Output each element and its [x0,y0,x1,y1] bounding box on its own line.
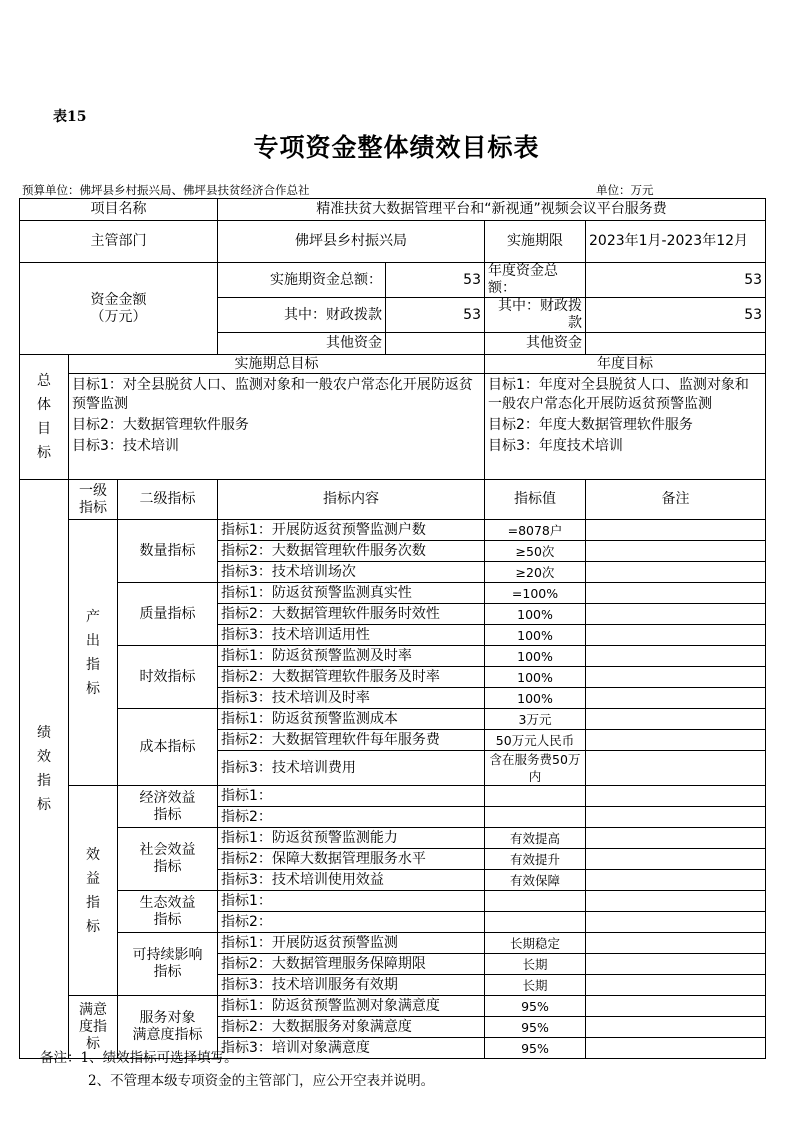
indicator-remark [586,996,766,1017]
annual-fiscal-value: 53 [586,298,766,333]
dept-label: 主管部门 [20,221,218,263]
level1-header-line: 指标 [79,499,107,516]
indicator-value: 95% [485,1017,586,1038]
goals-char: 总 [37,373,51,389]
indicator-content: 指标2： [218,807,485,828]
indicator-value: 长期稳定 [485,933,586,954]
group-line: 社会效益 [139,842,196,858]
table-row [20,996,766,1017]
indicator-content: 指标3：培训对象满意度 [218,1038,485,1059]
group-line: 可持续影响 [132,947,203,963]
funds-label-unit: （万元） [90,308,147,325]
annual-goals [485,374,766,480]
level2-header: 二级指标 [118,480,218,520]
indicator-remark [586,604,766,625]
indicator-value: =100% [485,583,586,604]
indicator-remark [586,849,766,870]
period-goal-1: 目标1：对全县脱贫人口、监测对象和一般农户常态化开展防返贫预警监测 [72,377,473,412]
indicator-remark [586,933,766,954]
indicator-content: 指标2：大数据管理软件服务及时率 [218,667,485,688]
indicator-value: 长期 [485,975,586,996]
indicator-value: 50万元人民币 [485,730,586,751]
indicator-remark [586,807,766,828]
annual-goal-3: 目标3：年度技术培训 [488,438,623,454]
group-line: 指标 [153,859,182,875]
output-char: 指 [86,656,100,673]
economic-indicator-label [118,786,218,828]
benefit-char: 标 [86,918,100,935]
goals-body-row [20,374,766,480]
table-row [20,891,766,912]
indicator-remark [586,541,766,562]
indicator-remark [586,625,766,646]
table-row [20,646,766,667]
indicator-remark [586,583,766,604]
dept-row [20,221,766,263]
content-header: 指标内容 [218,480,485,520]
indicator-remark [586,870,766,891]
perf-char: 指 [37,773,51,789]
table-row [20,828,766,849]
social-indicator-label [118,828,218,891]
output-char: 标 [86,680,100,697]
group-line: 满意度指标 [132,1027,203,1043]
cost-indicator-label: 成本指标 [118,709,218,786]
table-row [20,520,766,541]
satisfaction-line: 度指 [79,1018,107,1035]
quantity-indicator-label: 数量指标 [118,520,218,583]
annual-other-label: 其他资金 [485,333,586,355]
indicator-remark [586,1017,766,1038]
indicator-remark [586,730,766,751]
indicator-value [485,912,586,933]
indicator-value: ≥50次 [485,541,586,562]
indicator-content: 指标3：技术培训场次 [218,562,485,583]
annual-goal-2: 目标2：年度大数据管理软件服务 [488,417,693,433]
indicator-content: 指标1： [218,786,485,807]
dept-value: 佛坪县乡村振兴局 [218,221,485,263]
indicator-remark [586,828,766,849]
indicator-content: 指标2：大数据服务对象满意度 [218,1017,485,1038]
indicator-content: 指标1：开展防返贫预警监测户数 [218,520,485,541]
level1-header [69,480,118,520]
indicator-value: 100% [485,625,586,646]
annual-goals-head: 年度目标 [485,355,766,374]
table-row [20,933,766,954]
perf-char: 标 [37,797,51,813]
benefit-char: 指 [86,894,100,911]
annual-total-label: 年度资金总额： [485,263,586,298]
project-value: 精准扶贫大数据管理平台和“新视通”视频会议平台服务费 [218,199,766,221]
indicator-content: 指标1：防返贫预警监测及时率 [218,646,485,667]
table-row [20,709,766,730]
indicator-content: 指标3：技术培训及时率 [218,688,485,709]
period-goals [69,374,485,480]
indicator-remark [586,751,766,786]
indicator-remark [586,520,766,541]
output-char: 出 [86,632,100,649]
annual-fiscal-label: 其中：财政拨款 [485,298,586,333]
indicator-content: 指标3：技术培训费用 [218,751,485,786]
period-goal-2: 目标2：大数据管理软件服务 [72,417,249,433]
indicator-value: 3万元 [485,709,586,730]
indicator-value: 100% [485,667,586,688]
indicator-value: 有效提高 [485,828,586,849]
funds-label-line: 资金金额 [90,291,147,308]
indicator-remark [586,975,766,996]
indicator-value: 含在服务费50万内 [485,751,586,786]
group-line: 服务对象 [139,1010,196,1026]
indicator-value: 100% [485,688,586,709]
goals-char: 目 [37,421,51,437]
project-row [20,199,766,221]
indicator-content: 指标1：防返贫预警监测能力 [218,828,485,849]
indicator-value: =8078户 [485,520,586,541]
group-line: 指标 [153,806,182,823]
table-number: 表15 [53,109,87,125]
indicator-value [485,807,586,828]
period-goal-3: 目标3：技术培训 [72,438,179,454]
perf-indicators-label [20,480,69,1059]
indicator-remark [586,646,766,667]
group-line: 生态效益 [139,894,196,911]
project-label: 项目名称 [20,199,218,221]
performance-target-table [19,198,766,1059]
value-header: 指标值 [485,480,586,520]
indicator-content: 指标2：保障大数据管理服务水平 [218,849,485,870]
indicator-remark [586,1038,766,1059]
indicator-value: 100% [485,604,586,625]
benefit-char: 益 [86,870,100,887]
indicator-value [485,786,586,807]
output-char: 产 [86,608,100,625]
indicator-value: 长期 [485,954,586,975]
quality-indicator-label: 质量指标 [118,583,218,646]
indicator-value [485,891,586,912]
indicator-remark [586,667,766,688]
indicator-remark [586,891,766,912]
group-line: 指标 [153,911,182,928]
indicator-content: 指标1：防返贫预警监测成本 [218,709,485,730]
timeliness-indicator-label: 时效指标 [118,646,218,709]
perf-char: 绩 [37,725,51,741]
perf-head-row [20,480,766,520]
footnote-2: 2、不管理本级专项资金的主管部门，应公开空表并说明。 [88,1073,435,1089]
total-value: 53 [386,263,485,298]
funds-label [20,263,218,355]
other-label: 其他资金 [218,333,386,355]
overall-goals-label [20,355,69,480]
indicator-value: 95% [485,996,586,1017]
table-row [20,786,766,807]
table-row [20,583,766,604]
group-line: 经济效益 [139,789,196,806]
benefit-indicators-label [69,786,118,996]
indicator-remark [586,688,766,709]
output-indicators-label [69,520,118,786]
indicator-remark [586,562,766,583]
goals-char: 体 [37,397,51,413]
money-unit-label: 单位：万元 [596,183,654,197]
annual-goal-1: 目标1：年度对全县脱贫人口、监测对象和一般农户常态化开展防返贫预警监测 [488,377,749,412]
indicator-content: 指标2：大数据管理服务保障期限 [218,954,485,975]
sustain-indicator-label [118,933,218,996]
ecological-indicator-label [118,891,218,933]
fiscal-label: 其中：财政拨款 [218,298,386,333]
indicator-content: 指标1：开展防返贫预警监测 [218,933,485,954]
indicator-content: 指标1：防返贫预警监测对象满意度 [218,996,485,1017]
indicator-content: 指标1： [218,891,485,912]
indicator-content: 指标3：技术培训服务有效期 [218,975,485,996]
indicator-value: ≥20次 [485,562,586,583]
level1-header-line: 一级 [79,482,107,499]
satisfaction-line: 满意 [79,1001,107,1018]
indicator-content: 指标1：防返贫预警监测真实性 [218,583,485,604]
indicator-value: 100% [485,646,586,667]
indicator-value: 有效保障 [485,870,586,891]
indicator-content: 指标2：大数据管理软件每年服务费 [218,730,485,751]
period-value: 2023年1月-2023年12月 [586,221,766,263]
indicator-remark [586,786,766,807]
page-title: 专项资金整体绩效目标表 [253,133,540,162]
group-line: 指标 [153,964,182,980]
satisfaction-line: 标 [86,1035,100,1052]
indicator-content: 指标3：技术培训使用效益 [218,870,485,891]
indicator-remark [586,912,766,933]
fiscal-value: 53 [386,298,485,333]
indicator-content: 指标3：技术培训适用性 [218,625,485,646]
remark-header: 备注 [586,480,766,520]
footnote-1: 备注：1、绩效指标可选择填写。 [40,1050,238,1066]
period-goals-head: 实施期总目标 [69,355,485,374]
period-label: 实施期限 [485,221,586,263]
budget-unit-label: 预算单位：佛坪县乡村振兴局、佛坪县扶贫经济合作总社 [22,183,310,197]
indicator-content: 指标2：大数据管理软件服务时效性 [218,604,485,625]
annual-total-value: 53 [586,263,766,298]
indicator-value: 95% [485,1038,586,1059]
perf-char: 效 [37,749,51,765]
goals-char: 标 [37,445,51,461]
other-value [386,333,485,355]
indicator-value: 有效提升 [485,849,586,870]
funds-total-row [20,263,766,298]
annual-other-value [586,333,766,355]
indicator-content: 指标2：大数据管理软件服务次数 [218,541,485,562]
benefit-char: 效 [86,846,100,863]
goals-head-row [20,355,766,374]
total-label: 实施期资金总额： [218,263,386,298]
indicator-content: 指标2： [218,912,485,933]
indicator-remark [586,709,766,730]
indicator-remark [586,954,766,975]
